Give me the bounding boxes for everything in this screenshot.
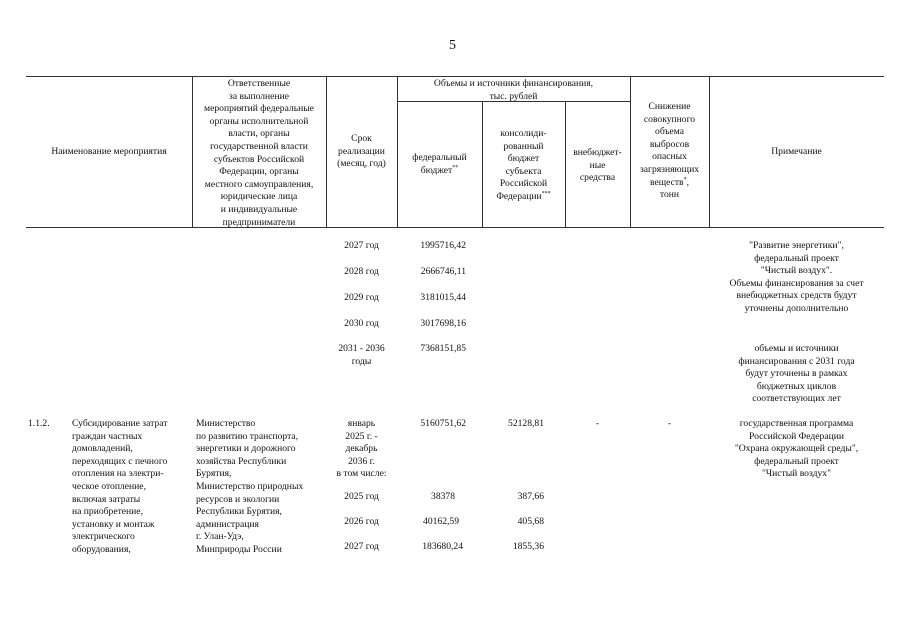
year-term: 2025 год — [344, 491, 379, 502]
row-term: 2030 год — [344, 318, 379, 329]
item-responsible: Министерство по развитию транспорта, энергетики и дорожного хозяйства Республики Бурятия, Министерство природных ресурсов и экологии Республики Бурятия, администрация г. Улан-Удэ, Минприроды России — [196, 418, 304, 555]
header-note: Примечание — [771, 146, 822, 157]
header-reduction: Снижение совокупного объема выбросов опасных загрязняющих веществ*, тонн — [639, 101, 699, 201]
item-number: 1.1.2. — [28, 418, 50, 429]
row-term: 2028 год — [344, 266, 379, 277]
year-term: 2027 год — [344, 541, 379, 552]
header-responsible: Ответственные за выполнение мероприятий федеральные органы исполнительной власти, органы государственной власти субъектов Российской Федерации, органы местного самоуправления, юридические лица и индивидуальные предприниматели — [204, 78, 314, 228]
header-bottom-border — [26, 227, 884, 228]
row-federal: 3181015,44 — [420, 292, 466, 303]
item-name: Субсидирование затрат граждан частных домовладений, переходящих с печного отопления на электри- ческое отопление, включая затраты на приобретение, установку и монтаж электрического оборудования, — [72, 418, 168, 555]
header-federal: федеральный бюджет** — [412, 152, 467, 176]
item-reduction: - — [667, 418, 672, 429]
year-term: 2026 год — [344, 516, 379, 527]
row-term: 2027 год — [344, 240, 379, 251]
header-extra: внебюджет- ные средства — [573, 147, 622, 184]
row-federal: 2666746,11 — [420, 266, 466, 277]
year-regional: 387,66 — [517, 491, 544, 502]
page-number: 5 — [449, 38, 456, 53]
year-federal: 40162,59 — [423, 516, 459, 527]
year-federal: 38378 — [431, 491, 455, 502]
row-federal: 3017698,16 — [420, 318, 466, 329]
item-note: государственная программа Российской Федерации "Охрана окружающей среды", федеральный проект "Чистый воздух" — [734, 418, 859, 480]
table-top-border — [26, 76, 884, 77]
item-extra: - — [595, 418, 600, 429]
item-federal: 5160751,62 — [420, 418, 466, 429]
header-term: Срок реализации (месяц, год) — [337, 133, 386, 170]
header-funding-group: Объемы и источники финансирования, тыс. рублей — [433, 78, 594, 102]
year-regional: 405,68 — [517, 516, 544, 527]
header-regional: консолиди- рованный бюджет субъекта Российской Федерации*** — [496, 128, 551, 202]
note-cell: объемы и источники финансирования с 2031 года будут уточнены в рамках бюджетных циклов соответствующих лет — [738, 343, 855, 405]
item-regional: 52128,81 — [508, 418, 544, 429]
year-federal: 183680,24 — [422, 541, 463, 552]
row-federal: 7368151,85 — [420, 343, 466, 354]
row-term: 2031 - 2036 годы — [338, 343, 385, 367]
header-name: Наименование мероприятия — [51, 146, 167, 157]
row-term: 2029 год — [344, 292, 379, 303]
note-cell: "Развитие энергетики", федеральный проект "Чистый воздух". Объемы финансирования за счет внебюджетных средств будут уточнены дополнительно — [729, 240, 864, 314]
year-regional: 1855,36 — [512, 541, 544, 552]
row-federal: 1995716,42 — [420, 240, 466, 251]
item-term: январь 2025 г. - декабрь 2036 г. в том числе: — [336, 418, 387, 480]
